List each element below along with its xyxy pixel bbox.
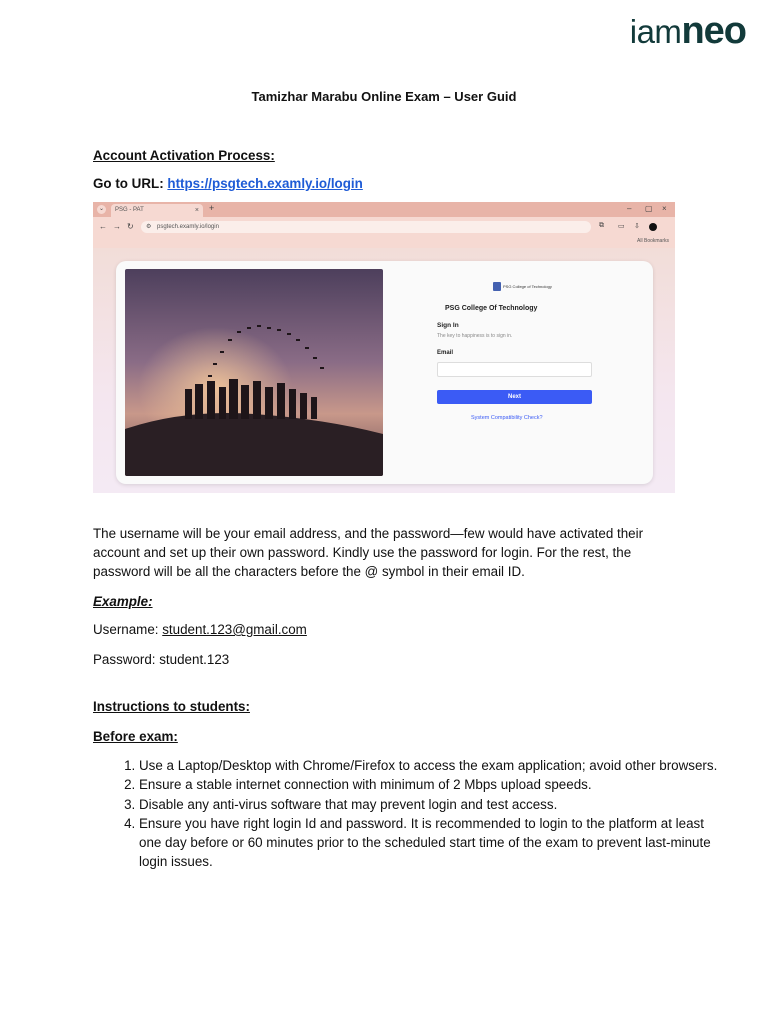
reload-icon[interactable]: ↻: [127, 222, 134, 231]
before-exam-steps: [93, 756, 724, 872]
maximize-icon[interactable]: ▢: [645, 204, 653, 213]
tab-search-icon[interactable]: ⌄: [98, 206, 105, 212]
logo-light: iam: [629, 13, 682, 50]
email-label: Email: [437, 350, 454, 356]
address-input[interactable]: [141, 221, 591, 233]
next-button[interactable]: Next: [437, 390, 592, 404]
activation-heading: Account Activation Process:: [93, 148, 275, 163]
site-info-icon[interactable]: ⚙: [146, 224, 152, 230]
username-paragraph: The username will be your email address, and the password—few would have activated their account and set up their own password. Kindly use the password for login. For the rest, the password will be all the characters before the @ symbol in their email ID.: [93, 526, 644, 579]
login-page-screenshot: [93, 202, 675, 493]
browser-tab[interactable]: [111, 204, 203, 217]
bookmarks-bar: [93, 237, 675, 248]
list-item: 4. Ensure you have right login Id and password. It is recommended to login to the platform at least one day before or 60 minutes prior to the scheduled start time of the exam to prevent last-minute login issues.: [139, 814, 724, 872]
minimize-icon[interactable]: –: [627, 204, 632, 213]
psg-logo-icon: [493, 282, 501, 291]
address-text: psgtech.examly.io/login: [157, 224, 219, 230]
compatibility-check-link[interactable]: System Compatibility Check?: [471, 415, 543, 421]
profile-avatar[interactable]: [649, 223, 657, 231]
instructions-heading: Instructions to students:: [93, 699, 250, 714]
logo-bold: neo: [681, 10, 746, 52]
document-title: Tamizhar Marabu Online Exam – User Guid: [251, 89, 517, 104]
tab-close-icon[interactable]: ×: [194, 207, 199, 214]
go-to-label: Go to URL:: [93, 176, 164, 191]
back-icon[interactable]: ←: [99, 222, 107, 231]
signin-tagline: The key to happiness is to sign in.: [437, 333, 513, 339]
browser-tab-bar: [93, 202, 675, 217]
login-url-link[interactable]: https://psgtech.examly.io/login: [167, 176, 363, 191]
all-bookmarks[interactable]: All Bookmarks: [637, 238, 669, 244]
graduation-photo: [125, 269, 383, 476]
sidepanel-icon[interactable]: ▭: [618, 223, 625, 230]
before-exam-heading: Before exam:: [93, 729, 178, 744]
example-heading: Example:: [93, 594, 153, 609]
list-item: 2. Ensure a stable internet connection with minimum of 2 Mbps upload speeds.: [139, 775, 724, 794]
username-line: [93, 620, 307, 639]
password-line: Password: student.123: [93, 652, 230, 667]
brand-text: PSG College of Technology: [503, 284, 552, 289]
tab-title: PSG - PAT: [115, 207, 144, 213]
list-item: 3. Disable any anti-virus software that may prevent login and test access.: [139, 795, 724, 814]
username-label: Username:: [93, 622, 159, 637]
college-name: PSG College Of Technology: [445, 305, 538, 312]
username-value: student.123@gmail.com: [162, 622, 307, 637]
iamneo-logo: [630, 10, 746, 53]
new-tab-icon[interactable]: +: [209, 203, 215, 213]
go-to-url-line: [93, 174, 363, 193]
list-item: 1. Use a Laptop/Desktop with Chrome/Firefox to access the exam application; avoid other browsers.: [139, 756, 724, 775]
email-input[interactable]: [437, 362, 592, 377]
browser-address-bar: [93, 217, 675, 237]
window-close-icon[interactable]: ×: [662, 204, 667, 213]
downloads-icon[interactable]: ⇩: [634, 223, 640, 230]
extensions-icon[interactable]: ⧉: [599, 222, 604, 229]
forward-icon[interactable]: →: [113, 222, 121, 231]
signin-heading: Sign In: [437, 322, 459, 329]
